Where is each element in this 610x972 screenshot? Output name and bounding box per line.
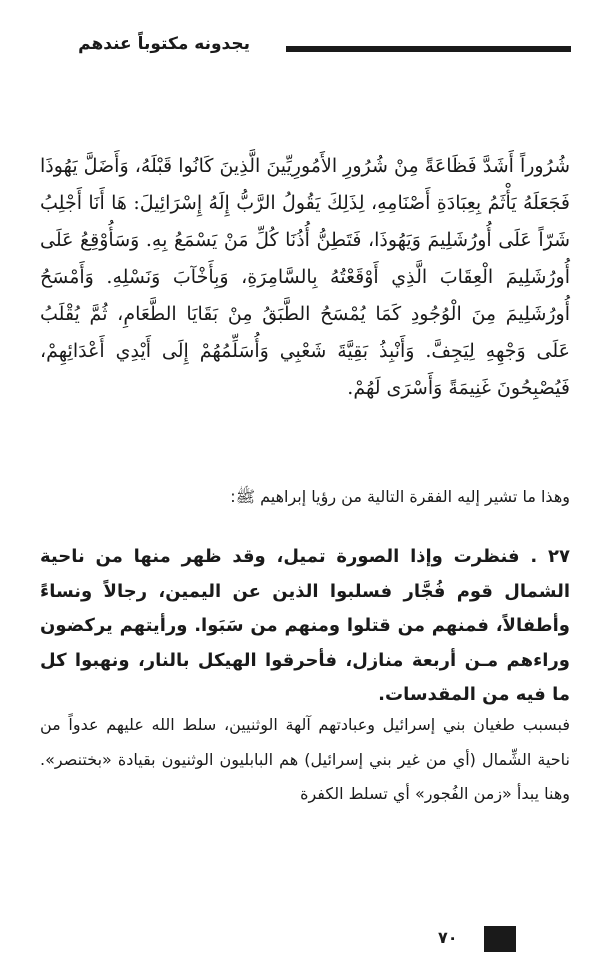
- vision-quotation: [40, 540, 570, 713]
- quotation-number: ٢٧ .: [530, 546, 570, 567]
- running-header-title: يجدونه مكتوباً عندهم: [78, 34, 250, 54]
- quotation-text: فنظرت وإذا الصورة تميل، وقد ظهر منها من ناحية الشمال قوم فُجَّار فسلبوا الذين عن اليمين، رجالاً ونساءً وأطفالاً، فمنهم من قتلوا ومنهم من سَبَوا. ورأيتهم يركضون وراءهم مـن أربعة منازل، فأحرقوا الهيكل بالنار، ونهبوا كل ما فيه من المقدسات.: [40, 546, 570, 705]
- commentary-paragraph: فبسبب طغيان بني إسرائيل وعبادتهم آلهة الوثنيين، سلط الله عليهم عدواً من ناحية الشِّمال (أي من غير بني إسرائيل) هم البابليون الوثنيون بقيادة «بختنصر». وهنا يبدأ «زمن الفُجور» أي تسلط الكفرة: [40, 715, 570, 803]
- intro-paragraph: وهذا ما تشير إليه الفقرة التالية من رؤيا إبراهيم ﷺ:: [230, 487, 570, 506]
- header-rule: [286, 46, 571, 52]
- footer-block: [484, 926, 516, 952]
- page-number: ٧٠: [438, 928, 458, 947]
- scripture-quotation: شُرُوراً أَشَدَّ فَظَاعَةً مِنْ شُرُورِ الأَمُورِيِّينَ الَّذِينَ كَانُوا قَبْلَهُ، وَأَضَلَّ يَهُوذَا فَجَعَلَهُ يَأْثَمُ بِعِبَادَةِ أَصْنَامِهِ، لِذَلِكَ يَقُولُ الرَّبُّ إِلَهُ إِسْرَائِيلَ: هَا أَنَا أَجْلِبُ شَرّاً عَلَى أُورُشَلِيمَ وَيَهُوذَا، فَتَطِنُّ أُذُنَا كُلِّ مَنْ يَسْمَعُ بِهِ. وَسَأُوْقِعُ عَلَى أُورُشَلِيمَ الْعِقَابَ الَّذِي أَوْقَعْتُهُ بِالسَّامِرَةِ، وَبِأَخْآبَ وَنَسْلِهِ. وَأَمْسَحُ أُورُشَلِيمَ مِنَ الْوُجُودِ كَمَا يُمْسَحُ الطَّبَقُ مِنْ بَقَايَا الطَّعَامِ، ثُمَّ يُقْلَبُ عَلَى وَجْهِهِ لِيَجِفَّ. وَأَنْبِذُ بَقِيَّةَ شَعْبِي وَأُسَلِّمُهُمْ إِلَى أَيْدِي أَعْدَائِهِمْ، فَيُصْبِحُونَ غَنِيمَةً وَأَسْرَى لَهُمْ.: [40, 155, 570, 399]
